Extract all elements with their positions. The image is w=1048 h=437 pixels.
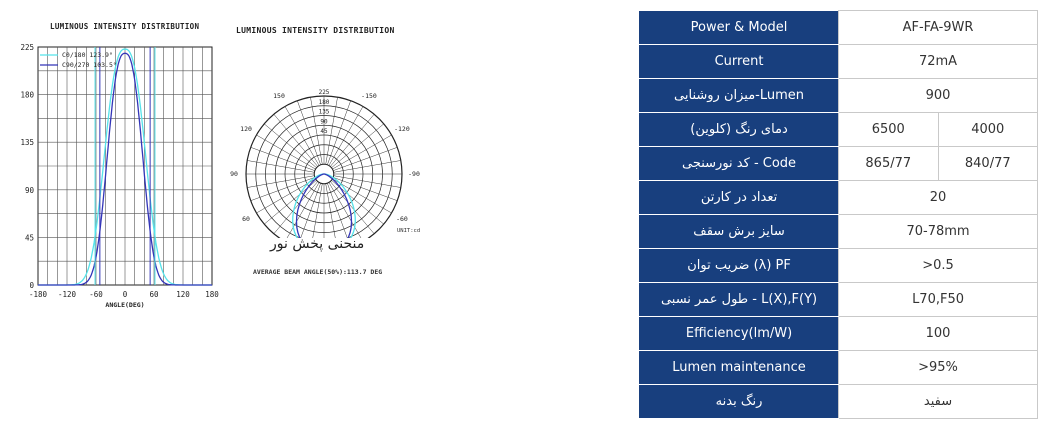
polar-radial-label: 135: [318, 108, 330, 116]
spec-row: [640, 385, 1038, 419]
polar-angle-label: -120: [394, 125, 410, 133]
spec-row: [640, 215, 1038, 249]
cartesian-intensity-diagram: [0, 30, 226, 315]
polar-spoke: [330, 181, 374, 233]
spec-value: 900: [839, 79, 1038, 113]
polar-spoke: [297, 101, 320, 165]
spec-value: L70,F50: [839, 283, 1038, 317]
spec-row: [640, 79, 1038, 113]
polar-radial-label: 180: [318, 98, 330, 106]
polar-angle-label: 150: [273, 92, 285, 101]
spec-row: [640, 11, 1038, 45]
spec-value: 72mA: [839, 45, 1038, 79]
polar-angle-label: 90: [230, 170, 238, 178]
cart-x-tick: 60: [149, 290, 159, 299]
spec-label: رنگ بدنه: [640, 385, 839, 419]
cart-y-tick: 225: [20, 43, 34, 52]
cart-y-tick: 90: [24, 185, 34, 195]
spec-label: سایز برش سقف: [640, 215, 839, 249]
polar-radial-label: 45: [320, 128, 328, 135]
beam-angle-note: AVERAGE BEAM ANGLE(50%):113.7 DEG: [253, 268, 383, 276]
spec-row: [640, 317, 1038, 351]
cart-x-tick: -60: [89, 290, 103, 299]
polar-spoke: [247, 176, 314, 188]
polar-spoke: [331, 124, 383, 168]
polar-spoke: [274, 181, 318, 233]
polar-spoke: [334, 176, 401, 188]
polar-angle-label: 60: [242, 215, 250, 223]
polar-spoke: [251, 177, 315, 200]
cart-y-tick: 180: [20, 90, 34, 100]
spec-label: Power & Model: [640, 11, 839, 45]
polar-spoke: [334, 160, 401, 172]
polar-spoke: [247, 160, 314, 172]
polar-spoke: [333, 147, 397, 170]
spec-label: کد نورسنجی - Code: [640, 147, 839, 181]
spec-label: Efficiency(lm/W): [640, 317, 839, 351]
spec-value: >95%: [839, 351, 1038, 385]
spec-row: [640, 45, 1038, 79]
cart-y-tick: 135: [20, 138, 34, 148]
polar-spoke: [264, 124, 316, 168]
cart-x-axis-label: ANGLE(DEG): [105, 301, 145, 309]
spec-row: [640, 113, 1038, 147]
cart-x-tick: -180: [28, 290, 48, 299]
polar-angle-label: -60: [396, 215, 408, 223]
spec-value: 20: [839, 181, 1038, 215]
spec-value: 100: [839, 317, 1038, 351]
spec-value: 865/77: [839, 147, 938, 181]
cart-x-tick: -120: [57, 290, 77, 299]
spec-label: دمای رنگ (کلوین): [640, 113, 839, 147]
spec-row: [640, 147, 1038, 181]
polar-spoke: [333, 177, 397, 200]
spec-row: [640, 351, 1038, 385]
spec-value: سفید: [839, 385, 1038, 419]
polar-angle-label: -150: [361, 92, 377, 101]
spec-row: [640, 249, 1038, 283]
spec-row: [640, 283, 1038, 317]
polar-radial-label: 225: [318, 89, 330, 96]
polar-spoke: [274, 114, 318, 166]
spec-label: Lumen maintenance: [640, 351, 839, 385]
spec-value: AF-FA-9WR: [839, 11, 1038, 45]
polar-radial-label: 90: [320, 118, 328, 126]
cart-y-tick: 0: [29, 281, 34, 290]
polar-diagram-title: LUMINOUS INTENSITY DISTRIBUTION: [236, 26, 395, 35]
polar-angle-label: -90: [408, 170, 420, 178]
cartesian-diagram-title: LUMINOUS INTENSITY DISTRIBUTION: [50, 22, 200, 31]
cart-x-tick: 180: [205, 290, 219, 299]
cart-x-tick: 0: [122, 290, 128, 299]
polar-spoke: [251, 147, 315, 170]
cart-y-tick: 45: [24, 233, 34, 243]
spec-row: [640, 181, 1038, 215]
spec-label: ضریب توان (λ) PF: [640, 249, 839, 283]
spec-value: 4000: [938, 113, 1037, 147]
cart-legend-label: C90/270 103.5°: [62, 61, 117, 69]
spec-value: 70-78mm: [839, 215, 1038, 249]
polar-spoke: [327, 101, 350, 165]
polar-unit-label: UNIT:cd: [397, 228, 421, 234]
polar-spoke: [330, 114, 374, 166]
spec-value: >0.5: [839, 249, 1038, 283]
polar-intensity-diagram: [226, 78, 426, 238]
spec-table: [639, 10, 1038, 419]
spec-label: Current: [640, 45, 839, 79]
spec-label: تعداد در کارتن: [640, 181, 839, 215]
spec-value: 6500: [839, 113, 938, 147]
polar-caption: منحنی پخش نور: [270, 236, 365, 252]
spec-value: 840/77: [938, 147, 1037, 181]
spec-label: طول عمر نسبی - L(X),F(Y): [640, 283, 839, 317]
cart-legend-label: C0/180 123.9°: [62, 51, 113, 59]
polar-angle-label: 120: [240, 125, 252, 133]
cart-x-tick: 120: [176, 290, 190, 299]
spec-label: میزان روشنایی-Lumen: [640, 79, 839, 113]
